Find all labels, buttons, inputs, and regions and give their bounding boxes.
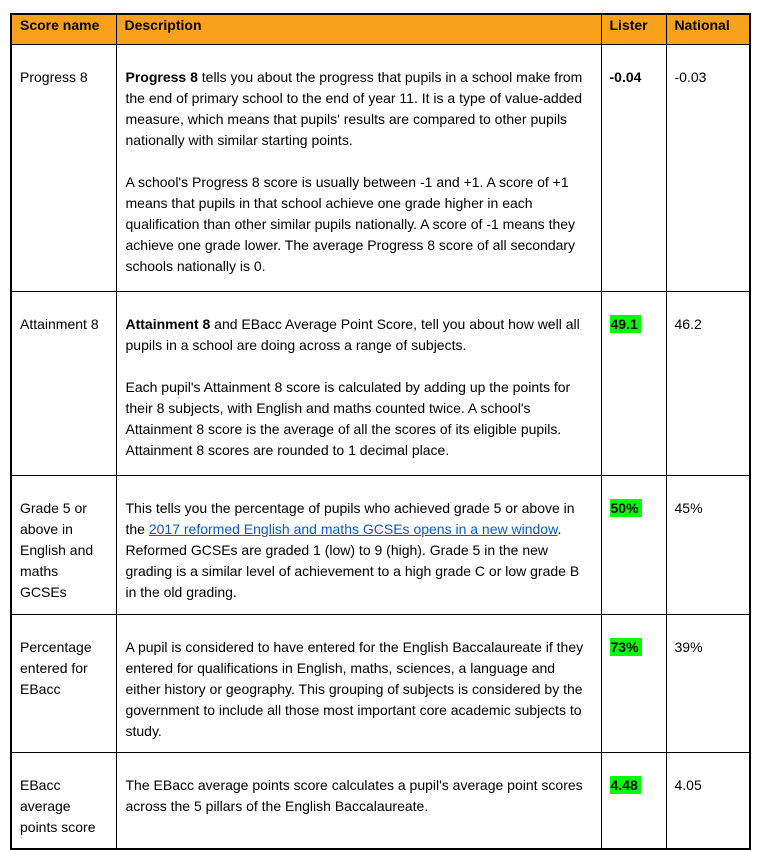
table-row	[11, 44, 750, 291]
table-row	[11, 614, 750, 752]
description-text: The EBacc average points score calculates a pupil's average point scores across the 5 pillars of the English Baccalaureate.	[125, 776, 583, 814]
description-paragraph	[126, 314, 591, 356]
description-text: . Reformed GCSEs are graded 1 (low) to 9 (high). Grade 5 in the new grading is a similar level of achievement to a high grade C or low grade B in the old grading.	[125, 520, 580, 600]
lister-value-cell	[601, 475, 666, 614]
header-lister: Lister	[601, 14, 666, 44]
national-value: -0.03	[674, 68, 707, 85]
national-value: 45%	[674, 499, 703, 516]
national-value-cell	[666, 752, 750, 849]
lister-value: 49.1	[610, 315, 641, 333]
national-value-cell	[666, 475, 750, 614]
score-name-cell: EBacc average points score	[11, 752, 116, 849]
national-value-cell	[666, 291, 750, 475]
lister-value: 50%	[610, 499, 642, 517]
gcse-reformed-link[interactable]: 2017 reformed English and maths GCSEs opens in a new window	[148, 520, 558, 537]
header-national: National	[666, 14, 750, 44]
national-value: 39%	[674, 638, 703, 655]
description-text: Each pupil's Attainment 8 score is calculated by adding up the points for their 8 subjects, with English and maths counted twice. A school's Attainment 8 score is the average of all the scores of its eligible pupils. Attainment 8 scores are rounded to 1 decimal place.	[125, 378, 571, 458]
bold-lead-in: Progress 8	[125, 68, 198, 85]
score-name-cell: Percentage entered for EBacc	[11, 614, 116, 752]
national-value: 4.05	[674, 776, 702, 793]
description-text: This tells you the percentage of pupils who achieved grade 5 or above in the	[125, 499, 575, 537]
school-scores-table	[10, 13, 751, 850]
description-paragraph	[126, 172, 591, 277]
lister-value: -0.04	[609, 68, 642, 85]
lister-value: 73%	[610, 638, 642, 656]
lister-value-cell	[601, 291, 666, 475]
description-text: and EBacc Average Point Score, tell you about how well all pupils in a school are doing across a range of subjects.	[125, 315, 580, 353]
bold-lead-in: Attainment 8	[125, 315, 211, 332]
lister-value-cell	[601, 752, 666, 849]
table-row	[11, 752, 750, 849]
description-cell	[116, 614, 601, 752]
score-name-cell: Progress 8	[11, 44, 116, 291]
description-text: tells you about the progress that pupils in a school make from the end of primary school to the end of year 11. It is a type of value-added measure, which means that pupils' results are compared to other pupils nationally with similar starting points.	[125, 68, 583, 148]
description-text: A pupil is considered to have entered for the English Baccalaureate if they entered for qualifications in English, maths, sciences, a language and either history or geography. This grouping of subjects is considered by the government to include all those most important core academic subjects to study.	[125, 638, 584, 739]
description-cell	[116, 291, 601, 475]
description-cell	[116, 44, 601, 291]
header-description: Description	[116, 14, 601, 44]
description-paragraph	[126, 377, 591, 461]
lister-value: 4.48	[610, 776, 641, 794]
national-value-cell	[666, 44, 750, 291]
description-text: A school's Progress 8 score is usually between -1 and +1. A score of +1 means that pupils in that school achieve one grade higher in each qualification than other similar pupils nationally. A score of -1 means they achieve one grade lower. The average Progress 8 score of all secondary schools nationally is 0.	[125, 173, 576, 274]
table-header-row	[11, 14, 750, 44]
score-name-cell: Grade 5 or above in English and maths GCSEs	[11, 475, 116, 614]
score-name-cell: Attainment 8	[11, 291, 116, 475]
header-score-name: Score name	[11, 14, 116, 44]
description-paragraph	[126, 67, 591, 151]
lister-value-cell	[601, 44, 666, 291]
national-value: 46.2	[674, 315, 702, 332]
lister-value-cell	[601, 614, 666, 752]
description-cell	[116, 475, 601, 614]
description-paragraph	[126, 498, 591, 603]
description-paragraph	[126, 775, 591, 817]
national-value-cell	[666, 614, 750, 752]
description-cell	[116, 752, 601, 849]
table-body	[11, 44, 750, 849]
table-row	[11, 475, 750, 614]
table-row	[11, 291, 750, 475]
description-paragraph	[126, 637, 591, 742]
